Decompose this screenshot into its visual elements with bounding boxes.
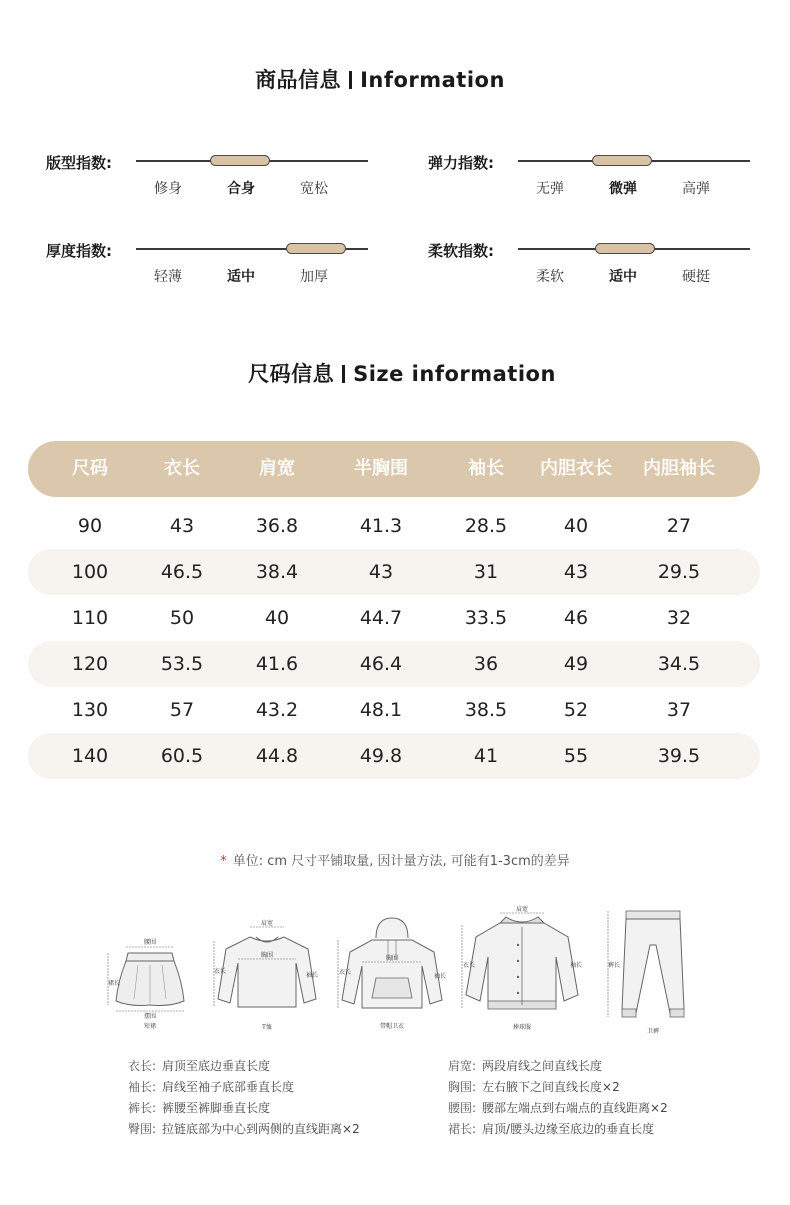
tshirt-sleeve-label: 袖长 <box>305 972 319 979</box>
fit-index-label: 版型指数: <box>46 154 112 172</box>
pants-length-label: 裤长 <box>607 962 621 969</box>
stretch-option-high: 高弹 <box>682 181 710 197</box>
table-row <box>28 595 760 641</box>
cell-shoulder: 40 <box>264 607 290 629</box>
cell-size: 140 <box>71 745 109 767</box>
baseball-jacket-diagram <box>460 905 585 1035</box>
legend-desc: 肩顶至底边垂直长度 <box>162 1059 271 1073</box>
legend-item <box>128 1098 360 1119</box>
cell-lining-sleeve: 32 <box>666 607 692 629</box>
tshirt-chest-label: 胸围 <box>260 952 274 959</box>
softness-option-soft: 柔软 <box>536 269 564 285</box>
cell-size: 130 <box>71 699 109 721</box>
jacket-caption: 棒球服 <box>512 1024 532 1031</box>
legend-term: 袖长: <box>128 1080 157 1094</box>
legend-desc: 肩线至袖子底部垂直长度 <box>162 1080 295 1094</box>
thickness-option-thick: 加厚 <box>300 269 328 285</box>
legend-term: 裙长: <box>448 1122 477 1136</box>
cell-size: 90 <box>77 515 103 537</box>
cell-length: 50 <box>169 607 195 629</box>
cell-lining-length: 46 <box>563 607 589 629</box>
header-size: 尺码 <box>72 458 108 479</box>
cell-size: 120 <box>71 653 109 675</box>
cell-sleeve: 36 <box>473 653 499 675</box>
cell-half-chest: 43 <box>368 561 394 583</box>
legend-item <box>448 1056 668 1077</box>
cell-length: 60.5 <box>160 745 204 767</box>
softness-index <box>428 240 758 290</box>
thickness-option-thin: 轻薄 <box>154 269 182 285</box>
stretch-index <box>428 152 758 202</box>
legend-term: 腰围: <box>448 1101 477 1115</box>
skirt-waist-label: 腰围 <box>143 939 157 946</box>
thickness-option-medium: 适中 <box>227 269 255 285</box>
cell-size: 100 <box>71 561 109 583</box>
hoodie-length-label: 衣长 <box>338 969 352 976</box>
cell-lining-length: 49 <box>563 653 589 675</box>
tshirt-caption: T恤 <box>262 1024 272 1031</box>
cell-lining-sleeve: 37 <box>666 699 692 721</box>
stretch-index-marker <box>592 155 652 166</box>
product-info-title-cn: 商品信息 <box>255 68 342 92</box>
skirt-caption: 短裙 <box>143 1023 157 1030</box>
hoodie-chest-label: 胸围 <box>385 955 399 962</box>
cell-sleeve: 38.5 <box>464 699 508 721</box>
table-row <box>28 687 760 733</box>
legend-left <box>128 1056 360 1140</box>
legend-item <box>448 1119 668 1140</box>
hoodie-sleeve-label: 袖长 <box>433 973 447 980</box>
tshirt-shoulder-label: 肩宽 <box>260 920 274 927</box>
note-star: * <box>220 854 227 869</box>
heading-divider <box>342 365 345 383</box>
thickness-index-label: 厚度指数: <box>46 242 112 260</box>
legend-term: 衣长: <box>128 1059 157 1073</box>
header-half-chest: 半胸围 <box>354 458 408 479</box>
cell-lining-length: 52 <box>563 699 589 721</box>
legend-term: 胸围: <box>448 1080 477 1094</box>
cell-half-chest: 49.8 <box>359 745 403 767</box>
legend-item <box>448 1098 668 1119</box>
cell-lining-sleeve: 34.5 <box>657 653 701 675</box>
pants-diagram <box>598 905 693 1040</box>
cell-half-chest: 44.7 <box>359 607 403 629</box>
skirt-diagram <box>100 925 200 1035</box>
stretch-option-none: 无弹 <box>536 181 564 197</box>
legend-term: 裤长: <box>128 1101 157 1115</box>
hoodie-caption: 带帽卫衣 <box>379 1023 405 1030</box>
size-info-title-cn: 尺码信息 <box>248 362 335 386</box>
tshirt-length-label: 衣长 <box>213 968 227 975</box>
cell-lining-sleeve: 39.5 <box>657 745 701 767</box>
cell-sleeve: 31 <box>473 561 499 583</box>
cell-shoulder: 36.8 <box>255 515 299 537</box>
table-row <box>28 733 760 779</box>
skirt-hem-label: 摆围 <box>143 1013 157 1020</box>
cell-length: 43 <box>169 515 195 537</box>
thickness-index <box>46 240 376 290</box>
stretch-index-label: 弹力指数: <box>428 154 494 172</box>
fit-option-regular: 合身 <box>227 181 255 197</box>
tshirt-diagram <box>212 915 322 1035</box>
thickness-index-marker <box>286 243 346 254</box>
cell-lining-length: 40 <box>563 515 589 537</box>
cell-sleeve: 28.5 <box>464 515 508 537</box>
softness-index-marker <box>595 243 655 254</box>
header-lining-length: 内胆衣长 <box>540 458 612 479</box>
cell-sleeve: 33.5 <box>464 607 508 629</box>
skirt-length-label: 裙长 <box>107 980 121 987</box>
legend-right <box>448 1056 668 1140</box>
softness-index-label: 柔软指数: <box>428 242 494 260</box>
cell-sleeve: 41 <box>473 745 499 767</box>
legend-item <box>128 1077 360 1098</box>
note-text: 单位: cm 尺寸平铺取量, 因计量方法, 可能有1-3cm的差异 <box>232 854 570 869</box>
jacket-shoulder-label: 肩宽 <box>515 906 529 913</box>
cell-lining-length: 43 <box>563 561 589 583</box>
legend-item <box>128 1119 360 1140</box>
fit-option-slim: 修身 <box>154 181 182 197</box>
header-length: 衣长 <box>164 458 200 479</box>
cell-half-chest: 48.1 <box>359 699 403 721</box>
legend-desc: 左右腋下之间直线长度×2 <box>482 1080 620 1094</box>
jacket-length-label: 衣长 <box>462 962 476 969</box>
softness-option-medium: 适中 <box>609 269 637 285</box>
cell-shoulder: 38.4 <box>255 561 299 583</box>
cell-length: 53.5 <box>160 653 204 675</box>
cell-size: 110 <box>71 607 109 629</box>
table-row <box>28 503 760 549</box>
cell-half-chest: 41.3 <box>359 515 403 537</box>
cell-length: 57 <box>169 699 195 721</box>
cell-lining-length: 55 <box>563 745 589 767</box>
table-row <box>28 549 760 595</box>
stretch-option-slight: 微弹 <box>609 181 637 197</box>
cell-half-chest: 46.4 <box>359 653 403 675</box>
size-table-header <box>28 441 760 497</box>
cell-lining-sleeve: 29.5 <box>657 561 701 583</box>
hoodie-diagram <box>336 908 448 1034</box>
cell-shoulder: 44.8 <box>255 745 299 767</box>
legend-desc: 腰部左端点到右端点的直线距离×2 <box>482 1101 668 1115</box>
fit-option-loose: 宽松 <box>300 181 328 197</box>
softness-option-stiff: 硬挺 <box>682 269 710 285</box>
header-lining-sleeve: 内胆袖长 <box>643 458 715 479</box>
cell-shoulder: 43.2 <box>255 699 299 721</box>
cell-length: 46.5 <box>160 561 204 583</box>
fit-index <box>46 152 376 202</box>
fit-index-marker <box>210 155 270 166</box>
legend-item <box>448 1077 668 1098</box>
cell-shoulder: 41.6 <box>255 653 299 675</box>
legend-desc: 拉链底部为中心到两侧的直线距离×2 <box>162 1122 360 1136</box>
table-row <box>28 641 760 687</box>
size-info-heading <box>22 358 782 388</box>
product-info-title-en: Information <box>360 68 505 92</box>
legend-desc: 肩顶/腰头边缘至底边的垂直长度 <box>482 1122 655 1136</box>
legend-desc: 两段肩线之间直线长度 <box>482 1059 603 1073</box>
header-sleeve: 袖长 <box>468 458 504 479</box>
legend-term: 臀围: <box>128 1122 157 1136</box>
pants-caption: 卫裤 <box>646 1028 660 1035</box>
legend-desc: 裤腰至裤脚垂直长度 <box>162 1101 271 1115</box>
header-shoulder: 肩宽 <box>259 458 295 479</box>
size-info-title-en: Size information <box>353 362 556 386</box>
legend-term: 肩宽: <box>448 1059 477 1073</box>
legend-item <box>128 1056 360 1077</box>
heading-divider <box>349 71 352 89</box>
product-info-heading <box>0 64 760 94</box>
cell-lining-sleeve: 27 <box>666 515 692 537</box>
measurement-note <box>0 850 790 869</box>
jacket-sleeve-label: 袖长 <box>569 962 583 969</box>
